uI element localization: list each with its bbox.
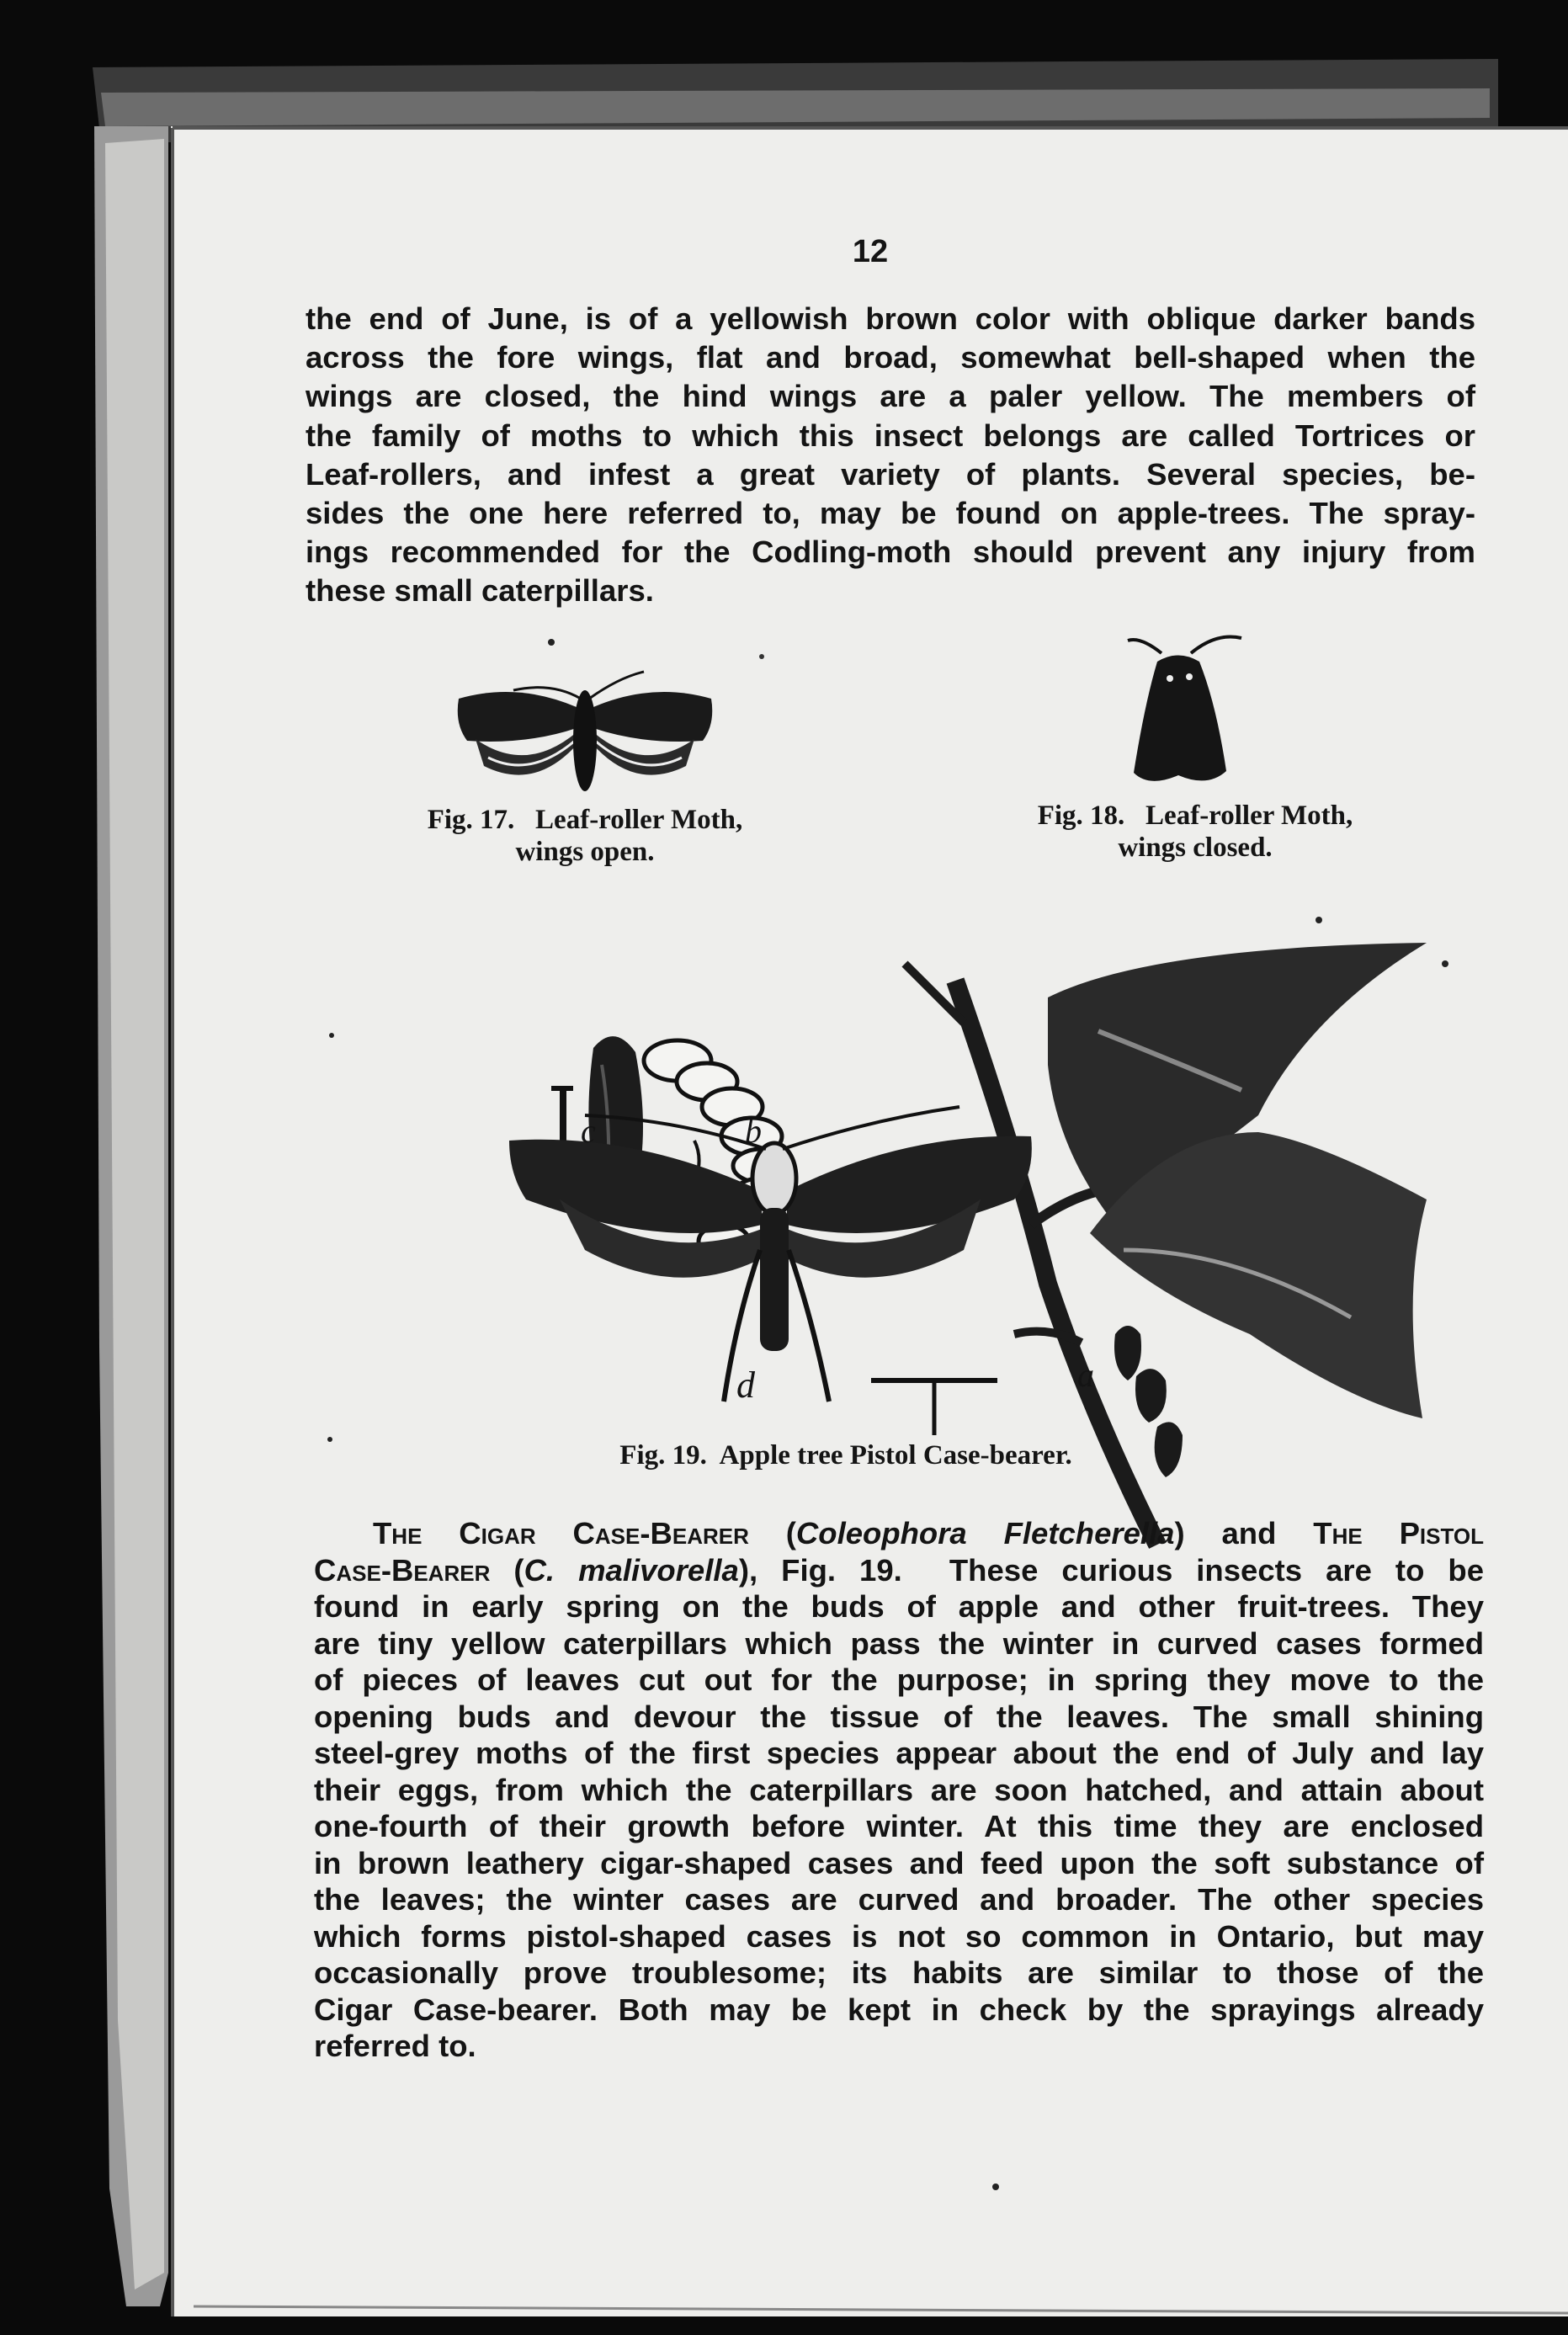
fig19-label-b: b <box>745 1112 762 1150</box>
text-line: one-fourth of their growth before winter. At this time they are enclosed <box>314 1809 1484 1843</box>
fig18-title: Leaf-roller Moth, <box>1145 800 1353 831</box>
book-page <box>173 126 1568 2315</box>
text-line: these small caterpillars. <box>306 573 654 609</box>
fig18-number: Fig. 18. <box>1037 800 1125 831</box>
text-line: Cigar Case-bearer. Both may be kept in check by the sprayings already <box>314 1992 1484 2027</box>
text-line: ings recommended for the Codling-moth should prevent any injury from <box>306 535 1475 570</box>
text-line: found in early spring on the buds of apple and other fruit-trees. They <box>314 1589 1484 1624</box>
latin-name-coleophora: Coleophora Fletcherella <box>795 1516 1175 1550</box>
fig17-subtitle: wings open. <box>515 837 655 867</box>
fig18-caption <box>976 800 1414 864</box>
text-line: their eggs, from which the caterpillars are soon hatched, and attain about <box>314 1772 1484 1807</box>
fig19-label-c: c <box>581 1112 596 1150</box>
fig17-title: Leaf-roller Moth, <box>535 805 743 835</box>
paragraph-case-bearers <box>314 1515 1484 2065</box>
text-line: wings are closed, the hind wings are a paler yellow. The members of <box>306 379 1475 414</box>
text-line: the leaves; the winter cases are curved and broader. The other species <box>314 1882 1484 1917</box>
text-line: steel-grey moths of the first species appear about the end of July and lay <box>314 1736 1484 1770</box>
text-line: are tiny yellow caterpillars which pass the winter in curved cases formed <box>314 1625 1484 1661</box>
paragraph-leaf-rollers <box>306 300 1475 611</box>
fig17-moth-wings-open-illustration <box>450 665 720 918</box>
fig19-label-a: a <box>1077 1356 1094 1394</box>
fig17-caption <box>375 804 795 868</box>
text-line: Case-Bearer (C. malivorella), Fig. 19. These curious insects are to be <box>314 1552 1485 1588</box>
text-fragment: These curious insects are to be <box>949 1552 1485 1588</box>
heading-case-bearer: Case-Bearer <box>314 1552 491 1588</box>
fig18-moth-wings-closed-illustration <box>1124 628 1258 796</box>
text-line: in brown leathery cigar-shaped cases and feed upon the soft substance of <box>314 1845 1484 1880</box>
text-line: referred to. <box>314 2029 476 2063</box>
text-line: opening buds and devour the tissue of the leaves. The small shining <box>314 1699 1484 1734</box>
text-line: across the fore wings, flat and broad, somewhat bell-shaped when the <box>306 340 1475 375</box>
text-line: the family of moths to which this insect belongs are called Tortrices or <box>306 418 1475 453</box>
text-line: the end of June, is of a yellowish brown color with oblique darker bands <box>306 301 1475 336</box>
text-line: which forms pistol-shaped cases is not so common in Ontario, but may <box>314 1918 1484 1954</box>
latin-name-malivorella: C. malivorella <box>524 1552 739 1588</box>
fig-reference: Fig. 19. <box>781 1552 902 1588</box>
text-line: of pieces of leaves cut out for the purpose; in spring they move to the <box>314 1662 1484 1697</box>
heading-pistol: The Pistol <box>1313 1516 1485 1550</box>
text-line: The Cigar Case-Bearer (Coleophora Fletcherella) and The Pistol <box>373 1516 1485 1550</box>
heading-cigar-case-bearer: The Cigar Case-Bearer <box>373 1516 749 1550</box>
fig19-caption: Fig. 19. Apple tree Pistol Case-bearer. <box>619 1440 1072 1471</box>
text-line: sides the one here referred to, may be found on apple-trees. The spray- <box>306 496 1475 531</box>
page-number: 12 <box>852 234 889 269</box>
fig17-number: Fig. 17. <box>427 805 515 835</box>
fig19-label-d: d <box>736 1364 755 1406</box>
conjunction: and <box>1221 1516 1277 1550</box>
text-line: occasionally prove troublesome; its habits are similar to those of the <box>314 1955 1484 1990</box>
fig18-subtitle: wings closed. <box>1118 832 1273 863</box>
text-line: Leaf-rollers, and infest a great variety of plants. Several species, be- <box>306 456 1475 492</box>
